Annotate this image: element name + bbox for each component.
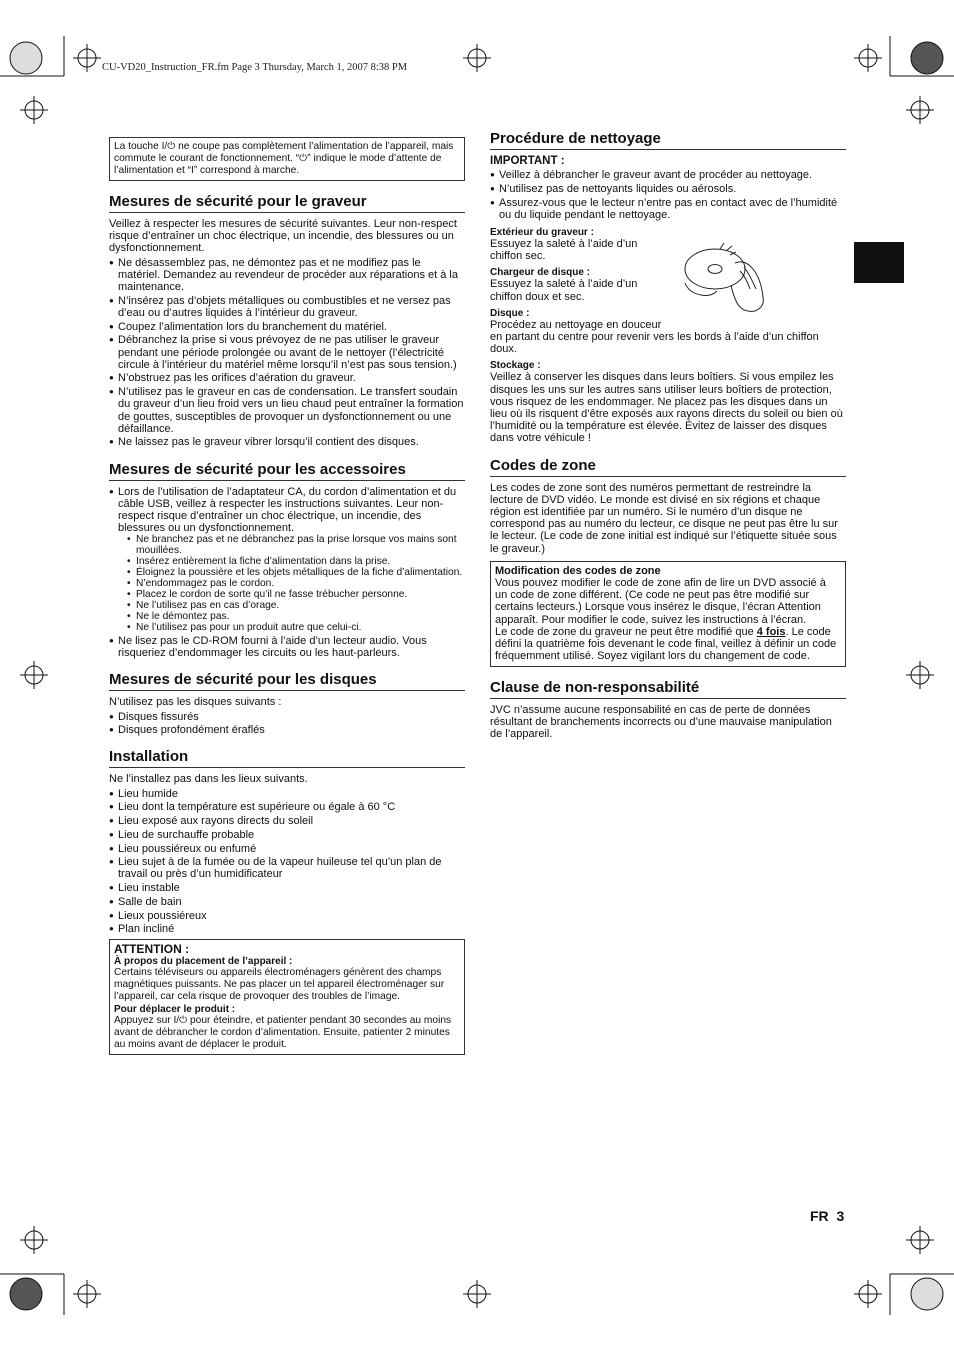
- sub-item: • Placez le cordon de sorte qu’il ne fasse trébucher personne.: [127, 589, 465, 600]
- subhead-exterieur: Extérieur du graveur :: [490, 227, 594, 239]
- attention-text: Appuyez sur I/⏻ pour éteindre, et patienter pendant 30 secondes au moins avant de débrancher le cordon d’alimentation. Ensuite, patienter 2 minutes au moins avant de déplacer le produit.: [114, 1015, 452, 1051]
- list-item: ● Plan incliné: [109, 923, 465, 935]
- text-disque-2: en partant du centre pour revenir vers les bords à l’aide d’un chiffon doux.: [490, 331, 819, 356]
- sub-list: [118, 534, 465, 633]
- section-intro: Ne l’installez pas dans les lieux suivants.: [109, 773, 308, 786]
- section-intro: Veillez à respecter les mesures de sécurité suivantes. Leur non-respect risque d’entraîner un choc électrique, un incendie, des blessures ou un dysfonctionnement.: [109, 218, 457, 255]
- attention-heading: À propos du placement de l’appareil :: [114, 956, 293, 968]
- section-title-zone: Codes de zone: [490, 457, 846, 477]
- section-title-disclaimer: Clause de non-responsabilité: [490, 679, 846, 699]
- power-note-box: La touche I/⏻ ne coupe pas complètement l’alimentation de l’appareil, mais commute le courant de fonctionnement. “⏻” indique le mode d’attente de l’alimentation et “I” correspond à marche.: [109, 137, 465, 181]
- zone-box-title: Modification des codes de zone: [495, 564, 661, 577]
- list-item: ● Débranchez la prise si vous prévoyez de ne pas utiliser le graveur pendant une période prolongée ou avant de le nettoyer (l’électricité circule à l’intérieur du matériel même lorsqu’il n’est pas sous tension.): [109, 334, 465, 371]
- page-num-value: 3: [836, 1208, 845, 1224]
- page-number: [810, 1208, 844, 1224]
- cleaning-details: [490, 227, 846, 445]
- list-item: ● Ne lisez pas le CD-ROM fourni à l’aide d’un lecteur audio. Vous risqueriez d’endommager les circuits ou les haut-parleurs.: [109, 635, 465, 659]
- cleaning-list: [490, 169, 846, 221]
- left-column: [109, 137, 465, 1055]
- section-title-graveur: Mesures de sécurité pour le graveur: [109, 193, 465, 213]
- list-item: ● Lieu exposé aux rayons directs du soleil: [109, 815, 465, 827]
- list-item: ● N’utilisez pas le graveur en cas de condensation. Le transfert soudain du graveur d’un lieu froid vers un lieu chaud peut entraîner la formation de gouttes, susceptibles de provoquer un dysfonctionnement ou une défaillance.: [109, 386, 465, 435]
- sub-item: • N’endommagez pas le cordon.: [127, 578, 465, 589]
- list-item: ● Ne laissez pas le graveur vibrer lorsqu’il contient des disques.: [109, 436, 465, 448]
- sub-item: • Ne l’utilisez pas pour un produit autre que celui-ci.: [127, 622, 465, 633]
- text-disque-1: Procédez au nettoyage en douceur: [490, 318, 662, 331]
- page-lang: FR: [810, 1208, 829, 1224]
- zone-box-text-part: Le code de zone du graveur ne peut être modifié que: [495, 625, 757, 638]
- attention-heading: Pour déplacer le produit :: [114, 1004, 236, 1016]
- list-item: ● Assurez-vous que le lecteur n’entre pas en contact avec de l’humidité ou du liquide pendant le nettoyage.: [490, 197, 846, 221]
- sub-item: • Ne l’utilisez pas en cas d’orage.: [127, 600, 465, 611]
- zone-change-box: [490, 561, 846, 667]
- sub-item: • Éloignez la poussière et les objets métalliques de la fiche d’alimentation.: [127, 567, 465, 578]
- list-item: [109, 486, 465, 634]
- text-stockage: Veillez à conserver les disques dans leurs boîtiers. Si vous empilez les disques les uns sur les autres sans utiliser leurs boîtiers de protection, vous risquez de les endommager. Ne placez pas les disques dans un lieu où ils risquent d’être exposés aux rayons directs du soleil ou bien où l’humidité ou la température est élevée. Évitez de laisser des disques dans votre véhicule !: [490, 371, 843, 445]
- zone-limit-emphasis: 4 fois: [756, 625, 786, 638]
- list-item: ● Lieu de surchauffe probable: [109, 829, 465, 841]
- list-item: ● Coupez l’alimentation lors du branchement du matériel.: [109, 321, 465, 333]
- list-item: ● Disques fissurés: [109, 711, 465, 723]
- subhead-disque: Disque :: [490, 307, 530, 319]
- section-title-nettoyage: Procédure de nettoyage: [490, 130, 846, 150]
- list-item-text: Lors de l’utilisation de l’adaptateur CA, du cordon d’alimentation et du câble USB, veillez à respecter les instructions suivantes. Leur non-respect risque d’entraîner un choc électrique, un incendie, des blessures ou un dysfonctionnement.: [118, 485, 457, 535]
- installation-list: [109, 788, 465, 936]
- section-title-installation: Installation: [109, 748, 465, 768]
- text-exterieur: Essuyez la saleté à l’aide d’un chiffon sec.: [490, 238, 638, 263]
- list-item: ● Lieu humide: [109, 788, 465, 800]
- attention-box: [109, 939, 465, 1055]
- list-item: ● N’insérez pas d’objets métalliques ou combustibles et ne versez pas d’eau ou d’autres liquides à l’intérieur du graveur.: [109, 295, 465, 319]
- zone-box-text-2: [495, 626, 841, 663]
- disclaimer-text: JVC n’assume aucune responsabilité en cas de perte de données résultant de branchements incorrects ou d’une mauvaise manipulation de l’appareil.: [490, 703, 832, 740]
- safety-list-disques: [109, 711, 465, 737]
- subhead-chargeur: Chargeur de disque :: [490, 267, 591, 279]
- list-item: ● Veillez à débrancher le graveur avant de procéder au nettoyage.: [490, 169, 846, 181]
- zone-box-text: Vous pouvez modifier le code de zone afin de lire un DVD associé à un code de zone différent. (Ce code ne peut pas être modifié sur certains lecteurs.) Lorsque vous insérez le disque, l’écran Attention apparaît. Pour modifier le code, suivez les instructions à l’écran.: [495, 577, 826, 626]
- list-item: ● Ne désassemblez pas, ne démontez pas et ne modifiez pas le matériel. Demandez au revendeur de procéder aux réparations et à la maintenance.: [109, 257, 465, 294]
- list-item: ● Lieu sujet à de la fumée ou de la vapeur huileuse tel qu’un plan de travail ou près d’un humidificateur: [109, 856, 465, 880]
- list-item: ● Disques profondément éraflés: [109, 724, 465, 736]
- section-title-disques: Mesures de sécurité pour les disques: [109, 671, 465, 691]
- list-item: ● Lieu poussiéreux ou enfumé: [109, 843, 465, 855]
- sub-item: • Insérez entièrement la fiche d’alimentation dans la prise.: [127, 556, 465, 567]
- safety-list-graveur: [109, 257, 465, 449]
- attention-text: Certains téléviseurs ou appareils électroménagers génèrent des champs magnétiques puissants. Ne pas placer un tel appareil électroménager sur l’appareil, car cela risque de provoquer des troubles de l’image.: [114, 967, 445, 1003]
- list-item: ● Lieu dont la température est supérieure ou égale à 60 °C: [109, 801, 465, 813]
- file-header: CU-VD20_Instruction_FR.fm Page 3 Thursday, March 1, 2007 8:38 PM: [102, 62, 408, 73]
- attention-title: ATTENTION :: [114, 942, 190, 957]
- right-column: [490, 130, 846, 742]
- sub-item: • Ne branchez pas et ne débranchez pas la prise lorsque vos mains sont mouillées.: [127, 534, 465, 556]
- list-item: ● Lieux poussiéreux: [109, 910, 465, 922]
- section-intro: N’utilisez pas les disques suivants :: [109, 696, 282, 709]
- disc-cleaning-illustration: [680, 241, 770, 316]
- text-chargeur: Essuyez la saleté à l’aide d’un chiffon doux et sec.: [490, 278, 638, 303]
- section-title-accessoires: Mesures de sécurité pour les accessoires: [109, 461, 465, 481]
- list-item: ● Lieu instable: [109, 882, 465, 894]
- safety-list-accessoires: [109, 486, 465, 660]
- section-tab: [854, 242, 904, 283]
- subhead-stockage: Stockage :: [490, 360, 541, 372]
- sub-item: • Ne le démontez pas.: [127, 611, 465, 622]
- important-label: IMPORTANT :: [490, 155, 565, 167]
- list-item: ● N’obstruez pas les orifices d’aération du graveur.: [109, 372, 465, 384]
- zone-box-text-part: . Le code défini la quatrième fois devenant le code final, veillez à définir un code fréquemment utilisé. Soyez vigilant lors du changement de code.: [495, 625, 837, 663]
- list-item: ● Salle de bain: [109, 896, 465, 908]
- list-item: ● N’utilisez pas de nettoyants liquides ou aérosols.: [490, 183, 846, 195]
- zone-text: Les codes de zone sont des numéros permettant de restreindre la lecture de DVD vidéo. Le monde est divisé en six régions et chaque région est identifiée par un numéro. Si le numéro d’un disque ne correspond pas au numéro du lecteur, ce disque ne peut pas être lu sur le lecteur. (Le code de zone initial est indiqué sur l’étiquette située sous le graveur.): [490, 481, 838, 555]
